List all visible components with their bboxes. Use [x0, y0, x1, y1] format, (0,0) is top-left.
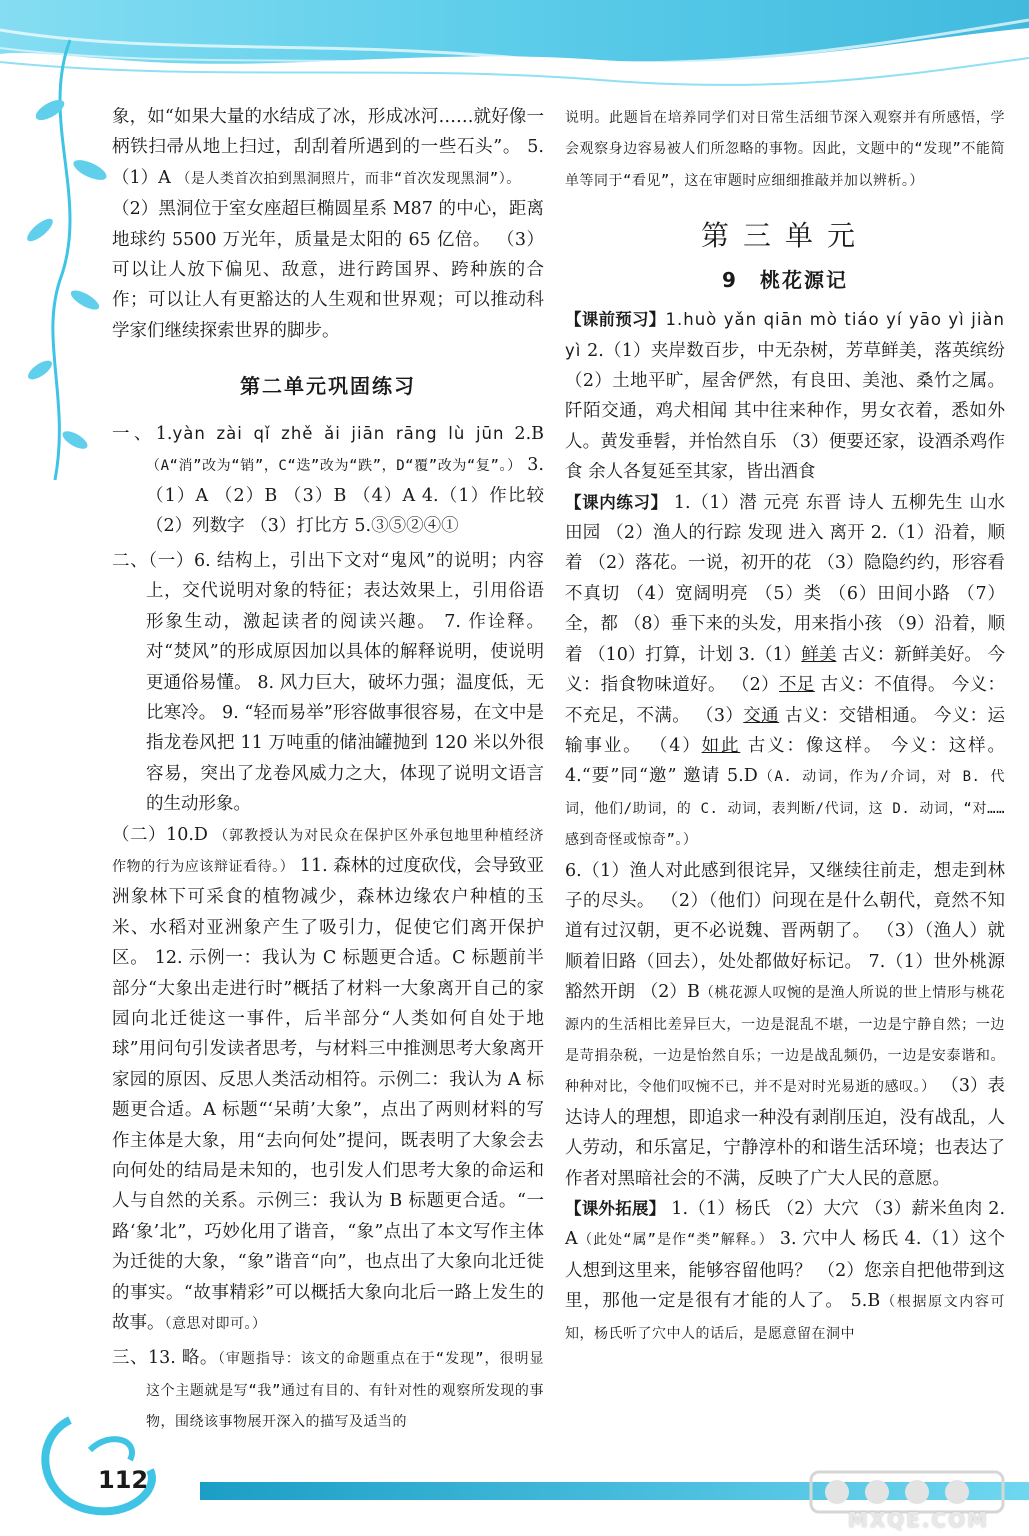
answer-text: 2.（1）夹岸数百步，中无杂树，芳草鲜美，落英缤纷 （2）土地平旷，屋舍俨然，有良田、美池、桑竹之属。阡陌交通，鸡犬相闻 其中往来种作，男女衣着，悉如外人。黄发垂髫，并怡然自乐 （3）便要还家，设酒杀鸡作食 余人各复延至其家，皆出酒食 [565, 340, 1005, 483]
answer-text: 1.（1）杨氏 （2）大穴 （3）薪米鱼肉 2.A [565, 1199, 1006, 1250]
header-banner-decoration [0, 0, 1029, 110]
answer-text: 古义：交错相通。 今义：运输事业。 （4） [565, 705, 1006, 756]
answer-text: 2.B [504, 424, 544, 445]
answer-note: （桃花源人叹惋的是渔人所说的世上情形与桃花源内的生活相比差异巨大，一边是混乱不堪，一边是宁静自然；一边是苛捐杂税，一边是怡然自乐；一边是战乱频仍，一边是安泰谐和。种种对比，令他们叹惋不已，并不是对时光易逝的感叹。） [565, 985, 1006, 1096]
unit-title: 第三单元 [700, 219, 869, 253]
answer-text: 1.（1）潜 元亮 东晋 诗人 五柳先生 山水田园 （2）渔人的行踪 发现 进入 离开 2.（1）沿着，顺着 （2）落花。一说，初开的花 （3）隐隐约约，形容看不真切 （4）宽阔明亮 （5）类 （6）田间小路 （7）全，都 （8）垂下来的头发，用来指小孩 （9）沿着，顺着 （10）打算，计划 3.（1） [565, 492, 1005, 665]
section-label: 【课外拓展】 [565, 1199, 666, 1218]
underlined-word: 如此 [701, 735, 741, 756]
answer-text: 6.（1）渔人对此感到很诧异，又继续往前走，想走到林子的尽头。 （2）（他们）问现在是什么朝代，竟然不知道有过汉朝，更不必说魏、晋两朝了。 （3）（渔人）就顺着旧路（回去），处处都做好标记。 7.（1）世外桃源 豁然开朗 （2）B [565, 860, 1005, 1003]
section-in-class [565, 488, 1005, 856]
vine-decoration [0, 0, 120, 500]
question-group-3 [112, 1343, 544, 1437]
answer-text: 象，如“如果大量的水结成了冰，形成冰河……就好像一柄铁扫帚从地上扫过，刮刮着所遇到的一些石头”。 5.（1）A [112, 107, 544, 188]
section-extension [565, 1194, 1005, 1349]
section-preview [565, 305, 1005, 487]
answer-text: 古义：像这样。 今义：这样。 4.“要”同“邀” 邀请 5.D [565, 735, 1006, 787]
answer-text: （3）表达诗人的理想，即追求一种没有剥削压迫，没有战乱，人人劳动，和乐富足，宁静淳朴的和谐生活环境；也表达了作者对黑暗社会的不满，反映了广大人民的意愿。 [565, 1076, 1006, 1189]
answer-text: 古义：新鲜美好。 今义：指食物味道好。 （2） [565, 644, 1006, 696]
paragraph-writing-note [565, 102, 1005, 196]
answer-text: 3. 穴中人 杨氏 4.（1）这个人想到这里来，能够容留他吗？ （2）您亲自把他带到这里，那他一定是很有才能的人了。 5.B [565, 1229, 1005, 1312]
section-label: 【课前预习】 [565, 310, 666, 330]
answer-text: （2）黑洞位于室女座超巨椭圆星系 M87 的中心，距离地球约 5500 万光年，质量是太阳的 65 亿倍。 （3）可以让人放下偏见、敌意，进行跨国界、跨种族的合作；可以让人有更豁达的人生观和世界观；可以推动科学家们继续探索世界的脚步。 [112, 199, 544, 341]
answer-note: 说明。此题旨在培养同学们对日常生活细节深入观察并有所感悟，学会观察身边容易被人们所忽略的事物。因此，文题中的“发现”不能简单等同于“看见”，这在审题时应细细推敲并加以辨析。） [565, 110, 1005, 189]
answer-note: （A. 动词，作为/介词，对 B. 代词，他们/助词，的 C. 动词，表判断/代词，这 D. 动词，“对……感到奇怪或惊奇”。） [565, 769, 1005, 849]
pinyin-answer: 1.huò yǎn qiān mò tiáo yí yāo yì jiàn yì [565, 310, 1005, 360]
answer-note: （意思对即可。） [164, 1316, 267, 1333]
answer-text: 古义：不值得。 今义：不充足，不满。 （3） [565, 675, 1006, 726]
right-column [565, 100, 1005, 1349]
answer-note: （A“消”改为“销”，C“迭”改为“跌”，D“覆”改为“复”。） [146, 457, 522, 474]
answer-text: 11. 森林的过度砍伐，会导致亚洲象林下可采食的植物减少，森林边缘农户种植的玉米、水稻对亚洲象产生了吸引力，促使它们离开保护区。 12. 示例一：我认为 C 标题更合适。C 标题前半部分“大象出走进行时”概括了材料一大象离开自己的家园向北迁徙这一事件，后半部分“人类如何自处于地球”用问句引发读者思考，与材料三中推测思考大象离开家园的原因、反思人类活动相符。示例二：我认为 A 标题更合适。A 标题“‘呆萌’大象”，点出了两则材料的写作主体是大象，用“去向何处”提问，既表明了大象会去向何处的结局是未知的，也引发人们思考大象的命运和人与自然的关系。示例三：我认为 B 标题更合适。“一路‘象’北”，巧妙化用了谐音，“象”点出了本文写作主体为迁徙的大象，“象”谐音“向”，也点出了大象向北迁徙的事实。“故事精彩”可以概括大象向北后一路上发生的故事。 [112, 855, 544, 1334]
answer-note: （是人类首次拍到黑洞照片，而非“首次发现黑洞”）。 [176, 170, 521, 187]
question-number: 一、1. [112, 424, 173, 445]
watermark-url: MXQE.COM [847, 1508, 989, 1532]
answer-note: （郭教授认为对民众在保护区外承包地里种植经济作物的行为应该辩证看待。） [112, 827, 544, 875]
answer-note: （审题指导：该文的命题重点在于“发现”，很明显这个主题就是写“我”通过有目的、有针对性的观察所发现的事物，围绕该事物展开深入的描写及适当的 [146, 1351, 544, 1431]
paragraph-q6-q7 [565, 856, 1005, 1194]
lesson-title: 9 桃花源记 [722, 268, 848, 293]
question-group-1 [112, 419, 544, 542]
left-column [112, 100, 544, 1438]
section-label: 【课内练习】 [565, 492, 668, 512]
answer-note: （此处“属”是作“类”解释。） [577, 1232, 774, 1249]
section-heading-unit2-review: 第二单元巩固练习 [240, 374, 416, 399]
paragraph-black-hole-a [112, 102, 544, 194]
underlined-word: 鲜美 [801, 644, 837, 665]
answer-text: （二）10.D [112, 824, 208, 845]
underlined-word: 不足 [779, 675, 815, 696]
question-group-2 [112, 546, 544, 820]
answer-text: 3.（1）A （2）B （3）B （4）A 4.（1）作比较 （2）列数字 （3）打比方 5.③⑤②④① [146, 454, 544, 537]
answer-text: 二、（一）6. 结构上，引出下文对“鬼风”的说明；内容上，交代说明对象的特征；表达效果上，引用俗语形象生动，激起读者的阅读兴趣。 7. 作诠释。对“焚风”的形成原因加以具体的解释说明，使说明更通俗易懂。 8. 风力巨大，破坏力强；温度低，无比寒冷。 9. “轻而易举”形容做事很容易，在文中是指龙卷风把 11 万吨重的储油罐抛到 120 米以外很容易，突出了龙卷风威力之大，体现了说明文语言的生动形象。 [112, 550, 544, 815]
page-number: 112 [98, 1466, 149, 1494]
paragraph-black-hole-b [112, 194, 544, 346]
answer-text: 三、13. 略。 [112, 1348, 218, 1369]
underlined-word: 交通 [743, 705, 780, 726]
question-group-2-part2 [112, 820, 544, 1340]
answer-note: （根据原文内容可知，杨氏听了穴中人的话后，是愿意留在洞中 [565, 1294, 1005, 1342]
pinyin-answer: yàn zài qǐ zhě ǎi jiān rāng lù jūn [172, 424, 505, 444]
